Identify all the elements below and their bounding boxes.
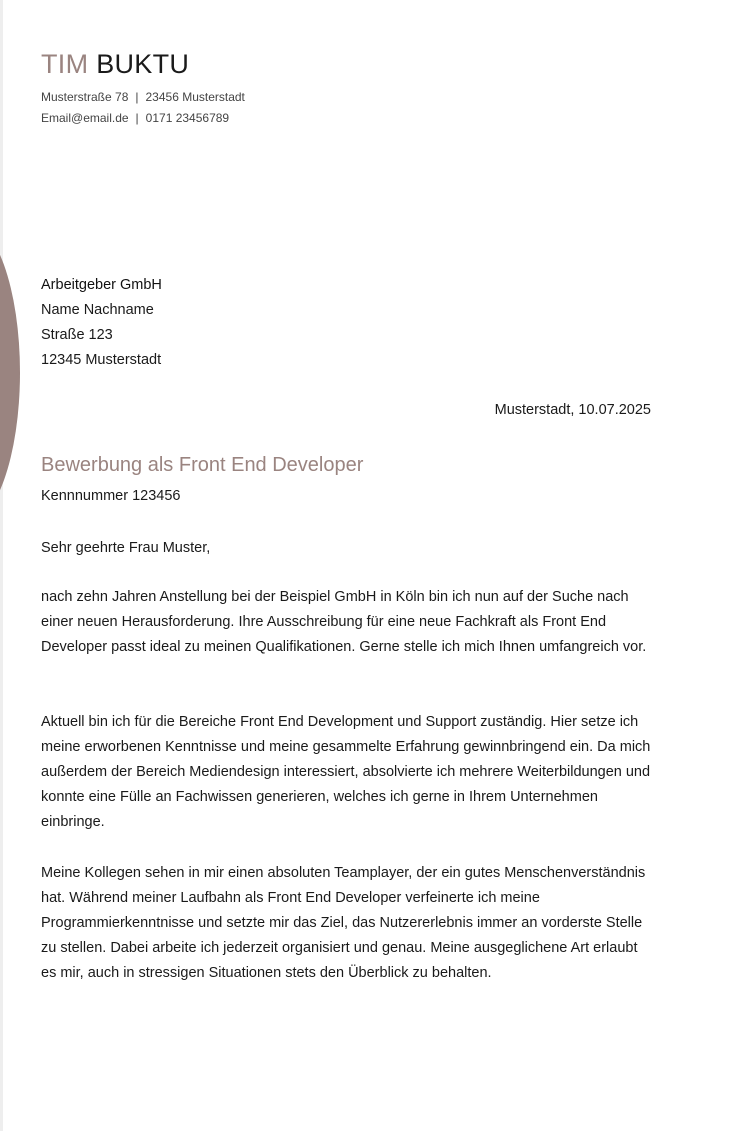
sender-first-name: TIM <box>41 49 89 79</box>
sender-contact-line <box>41 110 229 126</box>
sender-email: Email@email.de <box>41 111 129 125</box>
recipient-company: Arbeitgeber GmbH <box>41 277 162 293</box>
sender-name <box>41 48 189 80</box>
letter-date: Musterstadt, 10.07.2025 <box>494 402 651 418</box>
recipient-street: Straße 123 <box>41 327 113 343</box>
separator: | <box>135 90 139 104</box>
salutation: Sehr geehrte Frau Muster, <box>41 540 211 556</box>
sender-address-line <box>41 89 245 105</box>
page-edge <box>0 0 3 1131</box>
sender-phone: 0171 23456789 <box>145 111 230 125</box>
recipient-city: 12345 Musterstadt <box>41 352 162 368</box>
sender-street: Musterstraße 78 <box>41 90 129 104</box>
sender-city: 23456 Musterstadt <box>145 90 245 104</box>
separator: | <box>135 111 139 125</box>
body-paragraph-1: nach zehn Jahren Anstellung bei der Beispiel GmbH in Köln bin ich nun auf der Suche nach einer neuen Herausforderung. Ihre Ausschreibung für eine neue Fachkraft als Front End Developer passt ideal zu meinen Qualifikationen. Gerne stelle ich mich Ihnen umfangreich vor. <box>41 589 647 655</box>
recipient-name: Name Nachname <box>41 302 154 318</box>
reference-number: Kennnummer 123456 <box>41 488 181 504</box>
sender-last-name: BUKTU <box>96 49 190 79</box>
body-paragraph-2: Aktuell bin ich für die Bereiche Front End Development und Support zuständig. Hier setze ich meine erworbenen Kenntnisse und meine gesammelte Erfahrung gewinnbringend ein. Da mich außerdem der Bereich Mediendesign interessiert, absolvierte ich mehrere Weiterbildungen und konnte eine Fülle an Fachwissen generieren, welches ich gerne in Ihrem Unternehmen einbringe. <box>41 714 651 830</box>
decorative-arc <box>0 220 20 525</box>
letter-subject: Bewerbung als Front End Developer <box>41 454 364 476</box>
body-paragraph-3: Meine Kollegen sehen in mir einen absoluten Teamplayer, der ein gutes Menschenverständnis hat. Während meiner Laufbahn als Front End Developer verfeinerte ich meine Programmierkenntnisse und setzte mir das Ziel, das Nutzererlebnis immer an vorderste Stelle zu stellen. Dabei arbeite ich jederzeit organisiert und genau. Meine ausgeglichene Art erlaubt es mir, auch in stressigen Situationen stets den Überblick zu behalten. <box>41 865 646 981</box>
